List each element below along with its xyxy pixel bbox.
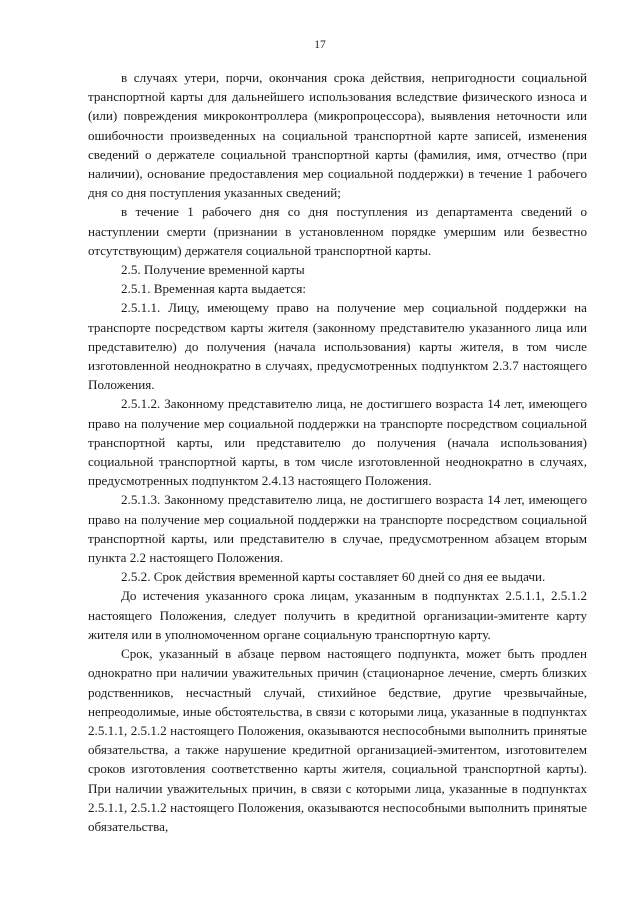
document-body [88, 68, 587, 836]
clause-2-5-1-2: 2.5.1.2. Законному представителю лица, не достигшего возраста 14 лет, имеющего право на получение мер социальной поддержки на транспорте посредством социальной транспортной карты, или представителю до получения (начала использования) социальной транспортной карты, в том числе изготовленной неоднократно в случаях, предусмотренных подпунктом 2.4.13 настоящего Положения. [88, 396, 587, 489]
paragraph-loss-damage-cases: в случаях утери, порчи, окончания срока действия, непригодности социальной транспортной карты для дальнейшего использования вследствие физического износа и (или) повреждения микроконтроллера (микропроцессора), выявления неточности или ошибочности произведенных на социальной транспортной карте записей, изменения сведений о держателе социальной транспортной карты (фамилия, имя, отчество (при наличии), основание предоставления мер социальной поддержки) в течение 1 рабочего дня со дня поступления указанных сведений; [88, 70, 587, 201]
clause-2-5-1-1: 2.5.1.1. Лицу, имеющему право на получение мер социальной поддержки на транспорте посредством карты жителя (законному представителю указанного лица или представителю) до получения (начала использования) карты жителя, в том числе изготовленной неоднократно в случаях, предусмотренных подпунктом 2.3.7 настоящего Положения. [88, 300, 587, 393]
section-heading-2-5: 2.5. Получение временной карты [121, 262, 305, 278]
paragraph-death-notice-case: в течение 1 рабочего дня со дня поступления из департамента сведений о наступлении смерти (признании в установленном порядке умершим или безвестно отсутствующим) держателя социальной транспортной карты. [88, 204, 587, 258]
clause-2-5-1-3: 2.5.1.3. Законному представителю лица, не достигшего возраста 14 лет, имеющего право на получение мер социальной поддержки на транспорте посредством социальной транспортной карты, или представителю в случае, предусмотренном абзацем вторым пункта 2.2 настоящего Положения. [88, 492, 587, 566]
clause-2-5-2: 2.5.2. Срок действия временной карты составляет 60 дней со дня ее выдачи. [121, 569, 546, 585]
page-number: 17 [314, 39, 326, 51]
clause-2-5-1: 2.5.1. Временная карта выдается: [121, 281, 306, 297]
paragraph-before-expiry: До истечения указанного срока лицам, указанным в подпунктах 2.5.1.1, 2.5.1.2 настоящего Положения, следует получить в кредитной организации-эмитенте карту жителя или в уполномоченном органе социальную транспортную карту. [88, 588, 587, 642]
paragraph-term-extension: Срок, указанный в абзаце первом настоящего подпункта, может быть продлен однократно при наличии уважительных причин (стационарное лечение, смерть близких родственников, несчастный случай, стихийное бедствие, другие чрезвычайные, непреодолимые, иные обстоятельства, в связи с которыми лица, указанные в подпунктах 2.5.1.1, 2.5.1.2 настоящего Положения, оказываются неспособными выполнить принятые обязательства, а также нарушение кредитной организацией-эмитентом, изготовителем сроков изготовления соответственно карты жителя, социальной транспортной карты). При наличии уважительных причин, в связи с которыми лица, указанные в подпунктах 2.5.1.1, 2.5.1.2 настоящего Положения, оказываются неспособными выполнить принятые обязательства, [88, 646, 587, 834]
